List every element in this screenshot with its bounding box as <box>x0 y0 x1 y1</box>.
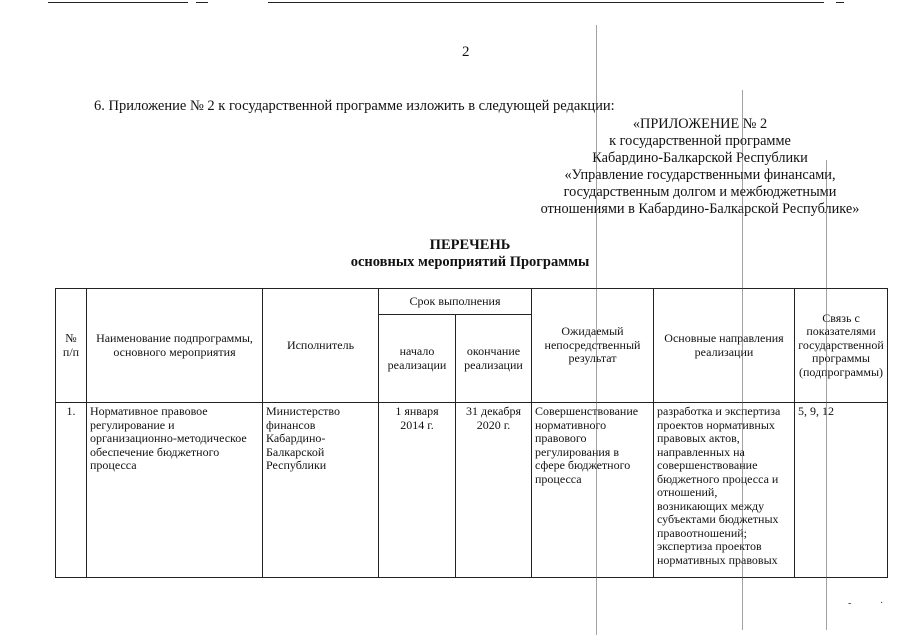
appendix-line: государственным долгом и межбюджетными <box>563 184 837 200</box>
header-end: окончание реализации <box>456 315 532 403</box>
row-number: 1. <box>56 403 87 578</box>
header-number: № п/п <box>56 289 87 403</box>
row-end: 31 декабря 2020 г. <box>456 403 532 578</box>
scan-artifact-line <box>742 90 743 630</box>
header-name: Наименование подпрограммы, основного мероприятия <box>87 289 263 403</box>
appendix-line: Кабардино-Балкарской Республики <box>592 150 808 166</box>
intro-paragraph: 6. Приложение № 2 к государственной программе изложить в следующей редакции: <box>94 98 615 114</box>
title-line: ПЕРЕЧЕНЬ <box>429 237 511 253</box>
appendix-line: «ПРИЛОЖЕНИЕ № 2 <box>632 116 768 132</box>
appendix-line: к государственной программе <box>609 133 791 149</box>
header-executor: Исполнитель <box>263 289 379 403</box>
row-indicators: 5, 9, 12 <box>795 403 888 578</box>
page-number: 2 <box>462 44 470 60</box>
header-rule <box>196 2 208 3</box>
header-directions: Основные направления реализации <box>654 289 795 403</box>
scan-speck: · <box>880 598 884 609</box>
header-rule <box>268 2 824 3</box>
header-deadline: Срок выполнения <box>379 289 532 315</box>
list-title <box>270 237 670 271</box>
activities-table <box>55 288 888 578</box>
scan-artifact-line <box>596 25 597 635</box>
header-start: начало реализации <box>379 315 456 403</box>
table-row <box>56 403 888 578</box>
row-name: Нормативное правовое регулирование и организационно-методическое обеспечение бюджетного процесса <box>87 403 263 578</box>
row-start: 1 января 2014 г. <box>379 403 456 578</box>
header-rule <box>836 2 844 3</box>
scan-speck: - <box>848 598 852 609</box>
header-indicators: Связь с показателями государственной программы (подпрограммы) <box>795 289 888 403</box>
row-directions-text: разработка и экспертиза проектов нормативных правовых актов, направленных на совершенствование бюджетного процесса и отношений, возникающих между субъектами бюджетных правоотношений; экспертиза проектов нормативных правовых <box>657 405 781 567</box>
header-result: Ожидаемый непосредственный результат <box>532 289 654 403</box>
row-result: Совершенствование нормативного правового регулирования в сфере бюджетного процесса <box>532 403 654 578</box>
title-line: основных мероприятий Программы <box>350 254 590 270</box>
row-executor: Министерство финансов Кабардино-Балкарской Республики <box>263 403 379 578</box>
row-directions <box>654 403 795 578</box>
header-rule <box>48 2 188 3</box>
scan-artifact-line <box>826 160 827 630</box>
appendix-line: отношениями в Кабардино-Балкарской Республике» <box>540 201 860 217</box>
appendix-line: «Управление государственными финансами, <box>564 167 836 183</box>
